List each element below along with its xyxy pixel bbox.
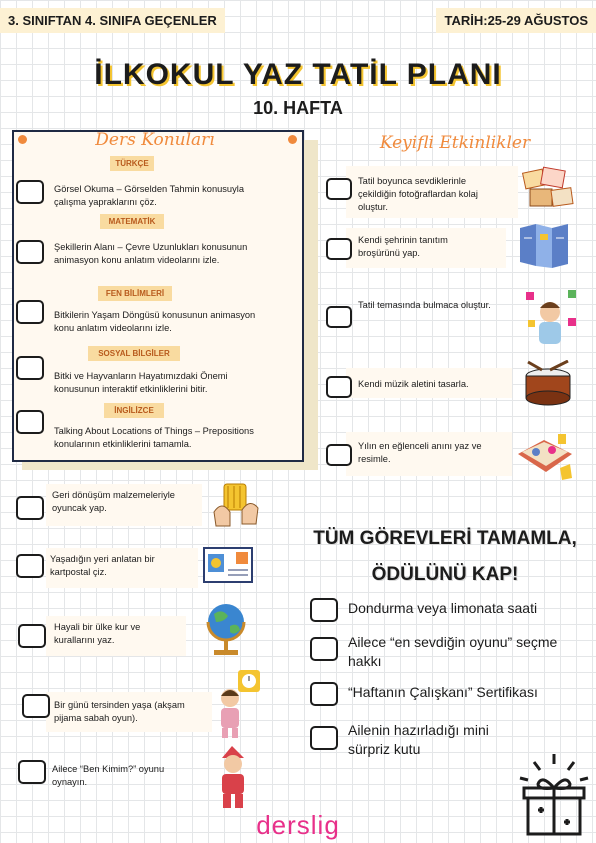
reward-subheading: ÖDÜLÜNÜ KAP! — [371, 564, 519, 585]
postcard-icon — [200, 544, 256, 588]
keyifli-heading: Keyifli Etkinlikler — [379, 133, 531, 153]
pajama-kid-icon — [210, 744, 256, 810]
reward-text: Dondurma veya limonata saati — [348, 600, 538, 616]
task-text: Yılın en eğlenceli anını yaz ve resimle. — [358, 441, 482, 464]
reward-checkbox[interactable] — [310, 726, 338, 750]
task-checkbox[interactable] — [16, 410, 44, 434]
subject-badge: TÜRKÇE — [110, 156, 154, 171]
task-checkbox[interactable] — [326, 178, 352, 200]
task-checkbox[interactable] — [326, 444, 352, 466]
subject-badge: İNGİLİZCE — [104, 403, 164, 418]
subject-badge: FEN BİLİMLERİ — [98, 286, 172, 301]
globe-icon — [202, 600, 252, 658]
task-checkbox[interactable] — [326, 376, 352, 398]
drum-icon — [520, 360, 576, 410]
task-checkbox[interactable] — [16, 300, 44, 324]
reward-text: Ailece “en sevdiğin oyunu” seçme hakkı — [348, 634, 558, 669]
reward-heading: TÜM GÖREVLERİ TAMAMLA, — [313, 528, 577, 549]
task-text: Yaşadığın yeri anlatan bir kartpostal çiz. — [50, 554, 155, 577]
task-text: Bir günü tersinden yaşa (akşam pijama sabah oyun). — [54, 700, 185, 723]
task-text: Geri dönüşüm malzemeleriyle oyuncak yap. — [52, 490, 175, 513]
reward-checkbox[interactable] — [310, 637, 338, 661]
reward-checkbox[interactable] — [310, 598, 338, 622]
task-text: Görsel Okuma – Görselden Tahmin konusuyla çalışma yapraklarını çöz. — [54, 184, 244, 207]
task-checkbox[interactable] — [326, 306, 352, 328]
scrapbook-icon — [514, 428, 576, 484]
task-text: Tatil temasında bulmaca oluştur. — [358, 300, 491, 310]
task-checkbox[interactable] — [18, 624, 46, 648]
subject-badge: SOSYAL BİLGİLER — [88, 346, 180, 361]
task-checkbox[interactable] — [16, 240, 44, 264]
task-checkbox[interactable] — [22, 694, 50, 718]
reward-text: Ailenin hazırladığı mini sürpriz kutu — [348, 722, 489, 757]
derslig-logo: derslig — [256, 810, 340, 840]
task-checkbox[interactable] — [16, 554, 44, 578]
puzzle-boy-icon — [524, 286, 580, 348]
page-title: İLKOKUL YAZ TATİL PLANI — [94, 58, 502, 91]
subject-badge: MATEMATİK — [100, 214, 164, 229]
grade-label: 3. SINIFTAN 4. SINIFA GEÇENLER — [0, 8, 225, 33]
task-text: Şekillerin Alanı – Çevre Uzunlukları konusunun animasyon konu anlatım videolarını izle. — [54, 242, 248, 265]
task-text: Bitki ve Hayvanların Hayatımızdaki Önemi konusunun interaktif etkinliklerini bitir. — [54, 371, 228, 394]
pin-icon — [288, 135, 297, 144]
task-text: Hayali bir ülke kur ve kurallarını yaz. — [54, 622, 141, 645]
task-text: Kendi şehrinin tanıtım broşürünü yap. — [358, 235, 448, 258]
task-text: Tatil boyunca sevdiklerinle çekildiğin fotoğraflardan kolaj oluştur. — [358, 176, 478, 212]
date-label: TARİH:25-29 AĞUSTOS — [436, 8, 596, 33]
task-text: Kendi müzik aletini tasarla. — [358, 379, 469, 389]
task-text: Bitkilerin Yaşam Döngüsü konusunun animasyon konu anlatım videolarını izle. — [54, 310, 256, 333]
task-checkbox[interactable] — [16, 180, 44, 204]
week-label: 10. HAFTA — [253, 98, 343, 118]
task-checkbox[interactable] — [326, 238, 352, 260]
pin-icon — [18, 135, 27, 144]
task-text: Ailece “Ben Kimim?” oyunu oynayın. — [52, 764, 165, 787]
girl-clock-icon — [208, 668, 264, 740]
hands-craft-icon — [210, 478, 262, 530]
task-checkbox[interactable] — [16, 356, 44, 380]
reward-checkbox[interactable] — [310, 682, 338, 706]
brochure-icon — [516, 222, 572, 270]
task-checkbox[interactable] — [16, 496, 44, 520]
ders-heading: Ders Konuları — [95, 130, 215, 150]
photo-collage-icon — [520, 165, 576, 211]
reward-text: “Haftanın Çalışkanı” Sertifikası — [348, 684, 538, 700]
task-checkbox[interactable] — [18, 760, 46, 784]
task-text: Talking About Locations of Things – Prepositions konularının etkinliklerini tamamla. — [54, 426, 254, 449]
